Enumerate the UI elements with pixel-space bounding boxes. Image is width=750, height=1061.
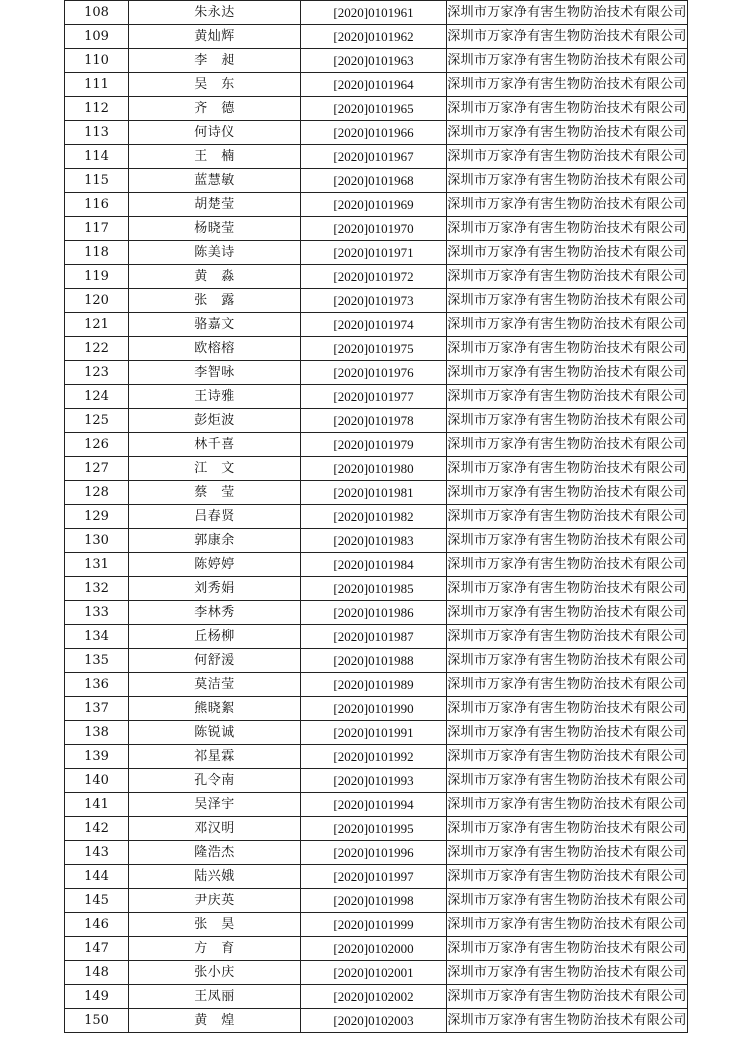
- row-number: 141: [65, 793, 129, 817]
- table-row: [65, 769, 688, 793]
- organization-name: 深圳市万家净有害生物防治技术有限公司: [447, 673, 688, 697]
- certificate-number: [2020]0101994: [301, 793, 447, 817]
- row-number: 143: [65, 841, 129, 865]
- certificate-number: [2020]0101968: [301, 169, 447, 193]
- row-number: 148: [65, 961, 129, 985]
- person-name: 孔令南: [129, 769, 301, 793]
- certificate-number: [2020]0101965: [301, 97, 447, 121]
- certificate-number: [2020]0101972: [301, 265, 447, 289]
- certificate-number: [2020]0101966: [301, 121, 447, 145]
- table-row: [65, 625, 688, 649]
- row-number: 140: [65, 769, 129, 793]
- person-name: 齐 德: [129, 97, 301, 121]
- organization-name: 深圳市万家净有害生物防治技术有限公司: [447, 385, 688, 409]
- person-name: 王诗雅: [129, 385, 301, 409]
- table-row: [65, 457, 688, 481]
- table-row: [65, 1009, 688, 1033]
- row-number: 109: [65, 25, 129, 49]
- person-name: 吴 东: [129, 73, 301, 97]
- organization-name: 深圳市万家净有害生物防治技术有限公司: [447, 505, 688, 529]
- row-number: 112: [65, 97, 129, 121]
- table-row: [65, 937, 688, 961]
- row-number: 118: [65, 241, 129, 265]
- person-name: 杨晓莹: [129, 217, 301, 241]
- certificate-number: [2020]0101981: [301, 481, 447, 505]
- organization-name: 深圳市万家净有害生物防治技术有限公司: [447, 241, 688, 265]
- row-number: 119: [65, 265, 129, 289]
- organization-name: 深圳市万家净有害生物防治技术有限公司: [447, 1, 688, 25]
- certificate-number: [2020]0101984: [301, 553, 447, 577]
- certificate-number: [2020]0101978: [301, 409, 447, 433]
- row-number: 134: [65, 625, 129, 649]
- row-number: 125: [65, 409, 129, 433]
- person-name: 尹庆英: [129, 889, 301, 913]
- organization-name: 深圳市万家净有害生物防治技术有限公司: [447, 97, 688, 121]
- row-number: 138: [65, 721, 129, 745]
- certificate-number: [2020]0101991: [301, 721, 447, 745]
- organization-name: 深圳市万家净有害生物防治技术有限公司: [447, 49, 688, 73]
- row-number: 127: [65, 457, 129, 481]
- row-number: 111: [65, 73, 129, 97]
- table-row: [65, 193, 688, 217]
- certificate-number: [2020]0101975: [301, 337, 447, 361]
- certificate-number: [2020]0101977: [301, 385, 447, 409]
- person-name: 胡楚莹: [129, 193, 301, 217]
- table-row: [65, 289, 688, 313]
- table-row: [65, 169, 688, 193]
- person-name: 熊晓絮: [129, 697, 301, 721]
- certificate-number: [2020]0101988: [301, 649, 447, 673]
- row-number: 131: [65, 553, 129, 577]
- person-name: 隆浩杰: [129, 841, 301, 865]
- organization-name: 深圳市万家净有害生物防治技术有限公司: [447, 217, 688, 241]
- organization-name: 深圳市万家净有害生物防治技术有限公司: [447, 841, 688, 865]
- person-name: 李林秀: [129, 601, 301, 625]
- table-row: [65, 25, 688, 49]
- organization-name: 深圳市万家净有害生物防治技术有限公司: [447, 577, 688, 601]
- certificate-number: [2020]0101990: [301, 697, 447, 721]
- table-row: [65, 673, 688, 697]
- table-row: [65, 505, 688, 529]
- table-row: [65, 145, 688, 169]
- row-number: 121: [65, 313, 129, 337]
- organization-name: 深圳市万家净有害生物防治技术有限公司: [447, 73, 688, 97]
- table-row: [65, 745, 688, 769]
- certificate-number: [2020]0101963: [301, 49, 447, 73]
- table-row: [65, 1, 688, 25]
- organization-name: 深圳市万家净有害生物防治技术有限公司: [447, 985, 688, 1009]
- table-row: [65, 73, 688, 97]
- row-number: 145: [65, 889, 129, 913]
- table-row: [65, 985, 688, 1009]
- organization-name: 深圳市万家净有害生物防治技术有限公司: [447, 1009, 688, 1033]
- table-row: [65, 913, 688, 937]
- row-number: 124: [65, 385, 129, 409]
- row-number: 133: [65, 601, 129, 625]
- organization-name: 深圳市万家净有害生物防治技术有限公司: [447, 433, 688, 457]
- person-name: 陆兴娥: [129, 865, 301, 889]
- row-number: 126: [65, 433, 129, 457]
- row-number: 110: [65, 49, 129, 73]
- person-name: 黄灿辉: [129, 25, 301, 49]
- row-number: 129: [65, 505, 129, 529]
- row-number: 130: [65, 529, 129, 553]
- certificate-number: [2020]0101998: [301, 889, 447, 913]
- table-row: [65, 577, 688, 601]
- roster-table: [64, 0, 688, 1033]
- organization-name: 深圳市万家净有害生物防治技术有限公司: [447, 409, 688, 433]
- person-name: 郭康余: [129, 529, 301, 553]
- person-name: 江 文: [129, 457, 301, 481]
- person-name: 陈锐诚: [129, 721, 301, 745]
- person-name: 吴泽宇: [129, 793, 301, 817]
- table-row: [65, 889, 688, 913]
- organization-name: 深圳市万家净有害生物防治技术有限公司: [447, 865, 688, 889]
- person-name: 陈美诗: [129, 241, 301, 265]
- row-number: 136: [65, 673, 129, 697]
- person-name: 方 育: [129, 937, 301, 961]
- person-name: 丘杨柳: [129, 625, 301, 649]
- table-row: [65, 409, 688, 433]
- table-row: [65, 841, 688, 865]
- certificate-number: [2020]0101973: [301, 289, 447, 313]
- person-name: 王 楠: [129, 145, 301, 169]
- person-name: 吕春贤: [129, 505, 301, 529]
- organization-name: 深圳市万家净有害生物防治技术有限公司: [447, 265, 688, 289]
- table-row: [65, 601, 688, 625]
- table-row: [65, 721, 688, 745]
- certificate-number: [2020]0101982: [301, 505, 447, 529]
- organization-name: 深圳市万家净有害生物防治技术有限公司: [447, 649, 688, 673]
- row-number: 116: [65, 193, 129, 217]
- row-number: 147: [65, 937, 129, 961]
- certificate-number: [2020]0101976: [301, 361, 447, 385]
- certificate-number: [2020]0101970: [301, 217, 447, 241]
- row-number: 139: [65, 745, 129, 769]
- row-number: 142: [65, 817, 129, 841]
- organization-name: 深圳市万家净有害生物防治技术有限公司: [447, 553, 688, 577]
- organization-name: 深圳市万家净有害生物防治技术有限公司: [447, 481, 688, 505]
- person-name: 林千喜: [129, 433, 301, 457]
- row-number: 146: [65, 913, 129, 937]
- person-name: 黄 淼: [129, 265, 301, 289]
- row-number: 128: [65, 481, 129, 505]
- certificate-number: [2020]0101992: [301, 745, 447, 769]
- row-number: 122: [65, 337, 129, 361]
- organization-name: 深圳市万家净有害生物防治技术有限公司: [447, 745, 688, 769]
- organization-name: 深圳市万家净有害生物防治技术有限公司: [447, 961, 688, 985]
- person-name: 彭炬波: [129, 409, 301, 433]
- person-name: 何诗仪: [129, 121, 301, 145]
- row-number: 115: [65, 169, 129, 193]
- person-name: 骆嘉文: [129, 313, 301, 337]
- row-number: 135: [65, 649, 129, 673]
- person-name: 陈婷婷: [129, 553, 301, 577]
- organization-name: 深圳市万家净有害生物防治技术有限公司: [447, 817, 688, 841]
- organization-name: 深圳市万家净有害生物防治技术有限公司: [447, 601, 688, 625]
- certificate-number: [2020]0101964: [301, 73, 447, 97]
- person-name: 何舒湲: [129, 649, 301, 673]
- certificate-number: [2020]0101995: [301, 817, 447, 841]
- organization-name: 深圳市万家净有害生物防治技术有限公司: [447, 169, 688, 193]
- table-row: [65, 385, 688, 409]
- table-row: [65, 649, 688, 673]
- certificate-number: [2020]0101993: [301, 769, 447, 793]
- organization-name: 深圳市万家净有害生物防治技术有限公司: [447, 145, 688, 169]
- table-row: [65, 553, 688, 577]
- organization-name: 深圳市万家净有害生物防治技术有限公司: [447, 289, 688, 313]
- organization-name: 深圳市万家净有害生物防治技术有限公司: [447, 121, 688, 145]
- organization-name: 深圳市万家净有害生物防治技术有限公司: [447, 313, 688, 337]
- certificate-number: [2020]0101961: [301, 1, 447, 25]
- person-name: 蓝慧敏: [129, 169, 301, 193]
- certificate-number: [2020]0101986: [301, 601, 447, 625]
- table-row: [65, 337, 688, 361]
- table-row: [65, 241, 688, 265]
- table-row: [65, 265, 688, 289]
- certificate-number: [2020]0101980: [301, 457, 447, 481]
- table-row: [65, 697, 688, 721]
- certificate-number: [2020]0101985: [301, 577, 447, 601]
- person-name: 张小庆: [129, 961, 301, 985]
- certificate-number: [2020]0101974: [301, 313, 447, 337]
- person-name: 莫洁莹: [129, 673, 301, 697]
- organization-name: 深圳市万家净有害生物防治技术有限公司: [447, 529, 688, 553]
- organization-name: 深圳市万家净有害生物防治技术有限公司: [447, 337, 688, 361]
- organization-name: 深圳市万家净有害生物防治技术有限公司: [447, 889, 688, 913]
- row-number: 117: [65, 217, 129, 241]
- table-row: [65, 529, 688, 553]
- table-row: [65, 433, 688, 457]
- person-name: 蔡 莹: [129, 481, 301, 505]
- table-row: [65, 865, 688, 889]
- row-number: 137: [65, 697, 129, 721]
- certificate-number: [2020]0101983: [301, 529, 447, 553]
- certificate-number: [2020]0101967: [301, 145, 447, 169]
- person-name: 张 露: [129, 289, 301, 313]
- row-number: 150: [65, 1009, 129, 1033]
- person-name: 欧榕榕: [129, 337, 301, 361]
- organization-name: 深圳市万家净有害生物防治技术有限公司: [447, 769, 688, 793]
- organization-name: 深圳市万家净有害生物防治技术有限公司: [447, 937, 688, 961]
- certificate-number: [2020]0102000: [301, 937, 447, 961]
- organization-name: 深圳市万家净有害生物防治技术有限公司: [447, 625, 688, 649]
- person-name: 李智咏: [129, 361, 301, 385]
- row-number: 114: [65, 145, 129, 169]
- row-number: 149: [65, 985, 129, 1009]
- person-name: 李 昶: [129, 49, 301, 73]
- person-name: 朱永达: [129, 1, 301, 25]
- certificate-number: [2020]0101969: [301, 193, 447, 217]
- organization-name: 深圳市万家净有害生物防治技术有限公司: [447, 457, 688, 481]
- certificate-number: [2020]0101971: [301, 241, 447, 265]
- person-name: 黄 煌: [129, 1009, 301, 1033]
- certificate-number: [2020]0101999: [301, 913, 447, 937]
- person-name: 刘秀娟: [129, 577, 301, 601]
- table-row: [65, 793, 688, 817]
- roster-table-body: [65, 1, 688, 1033]
- roster-page: [64, 0, 687, 1033]
- certificate-number: [2020]0101962: [301, 25, 447, 49]
- organization-name: 深圳市万家净有害生物防治技术有限公司: [447, 25, 688, 49]
- table-row: [65, 49, 688, 73]
- certificate-number: [2020]0102002: [301, 985, 447, 1009]
- row-number: 120: [65, 289, 129, 313]
- organization-name: 深圳市万家净有害生物防治技术有限公司: [447, 697, 688, 721]
- person-name: 张 昊: [129, 913, 301, 937]
- table-row: [65, 313, 688, 337]
- organization-name: 深圳市万家净有害生物防治技术有限公司: [447, 721, 688, 745]
- table-row: [65, 817, 688, 841]
- person-name: 王凤丽: [129, 985, 301, 1009]
- table-row: [65, 121, 688, 145]
- certificate-number: [2020]0101997: [301, 865, 447, 889]
- row-number: 144: [65, 865, 129, 889]
- organization-name: 深圳市万家净有害生物防治技术有限公司: [447, 361, 688, 385]
- certificate-number: [2020]0101996: [301, 841, 447, 865]
- table-row: [65, 481, 688, 505]
- table-row: [65, 361, 688, 385]
- certificate-number: [2020]0102001: [301, 961, 447, 985]
- person-name: 邓汉明: [129, 817, 301, 841]
- row-number: 132: [65, 577, 129, 601]
- organization-name: 深圳市万家净有害生物防治技术有限公司: [447, 793, 688, 817]
- row-number: 123: [65, 361, 129, 385]
- row-number: 108: [65, 1, 129, 25]
- table-row: [65, 97, 688, 121]
- certificate-number: [2020]0101979: [301, 433, 447, 457]
- person-name: 祁星霖: [129, 745, 301, 769]
- row-number: 113: [65, 121, 129, 145]
- organization-name: 深圳市万家净有害生物防治技术有限公司: [447, 193, 688, 217]
- certificate-number: [2020]0101987: [301, 625, 447, 649]
- table-row: [65, 217, 688, 241]
- certificate-number: [2020]0101989: [301, 673, 447, 697]
- certificate-number: [2020]0102003: [301, 1009, 447, 1033]
- table-row: [65, 961, 688, 985]
- organization-name: 深圳市万家净有害生物防治技术有限公司: [447, 913, 688, 937]
